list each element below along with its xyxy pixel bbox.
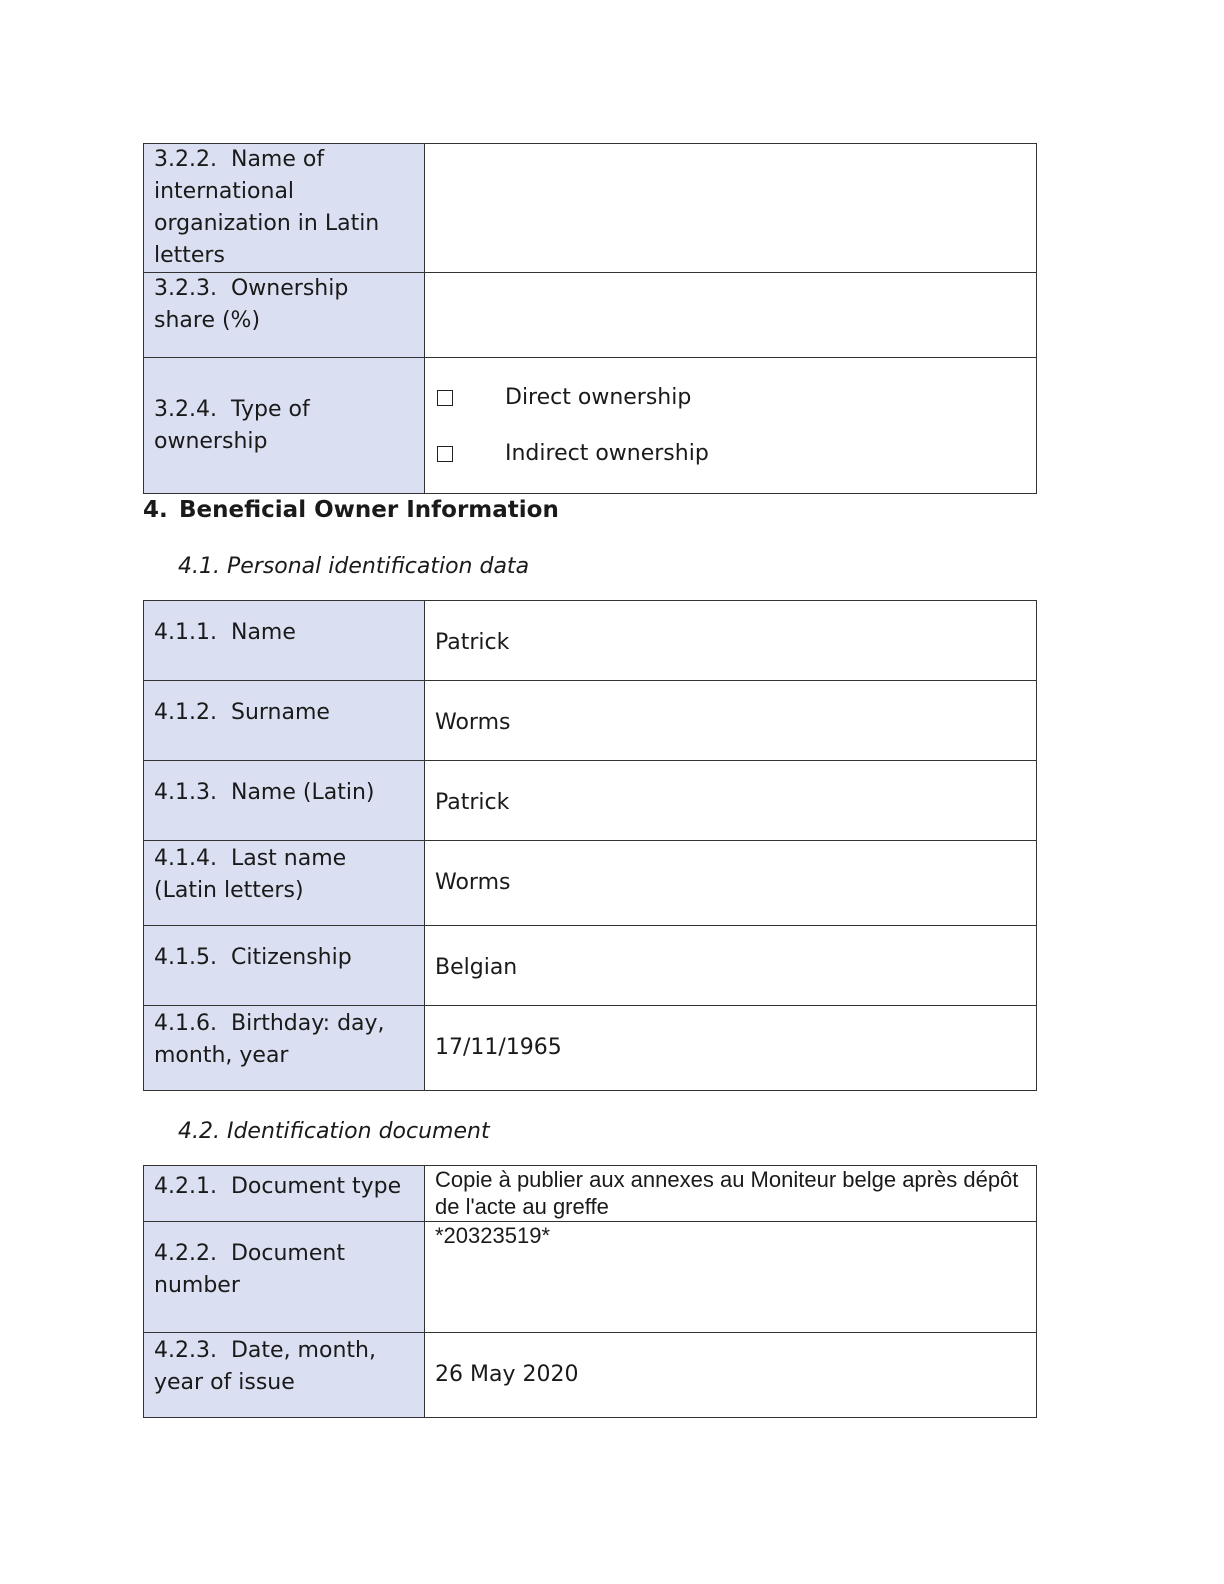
field-label	[144, 144, 425, 273]
field-label-text: Document type	[230, 1174, 402, 1199]
field-number: 3.2.3.	[154, 276, 217, 301]
issue-date-field[interactable]: 26 May 2020	[425, 1333, 1037, 1418]
field-label	[144, 841, 425, 926]
field-label-text: Surname	[230, 700, 330, 725]
table-row	[144, 926, 1037, 1006]
field-label-text: Name	[230, 620, 296, 645]
field-number: 4.1.2.	[154, 700, 217, 725]
field-number: 4.1.5.	[154, 945, 217, 970]
table-row	[144, 1333, 1037, 1418]
field-label-text: Last name (Latin letters)	[154, 846, 347, 903]
indirect-ownership-option[interactable]	[435, 426, 1026, 482]
field-label	[144, 601, 425, 681]
last-name-latin-field[interactable]: Worms	[425, 841, 1037, 926]
subsection-heading-personal-data: 4.1. Personal identification data	[178, 554, 530, 579]
field-number: 3.2.4.	[154, 396, 217, 422]
field-label	[144, 1006, 425, 1091]
field-number: 4.2.3.	[154, 1338, 217, 1363]
direct-ownership-checkbox[interactable]	[437, 390, 453, 406]
field-number: 4.2.2.	[154, 1241, 217, 1266]
ownership-type-options	[425, 358, 1037, 494]
ownership-table	[143, 143, 1037, 494]
table-row	[144, 1006, 1037, 1091]
field-label	[144, 926, 425, 1006]
field-label-text: Birthday: day, month, year	[154, 1011, 385, 1068]
field-number: 4.1.6.	[154, 1011, 217, 1036]
personal-data-table	[143, 600, 1037, 1091]
document-type-field[interactable]	[425, 1166, 1037, 1222]
field-label-text: Date, month, year of issue	[154, 1338, 376, 1395]
section-number: 4.	[143, 497, 168, 523]
direct-ownership-label: Direct ownership	[505, 384, 692, 410]
field-label	[144, 1222, 425, 1333]
name-field[interactable]: Patrick	[425, 601, 1037, 681]
international-org-name-field[interactable]	[425, 144, 1037, 273]
identification-document-table	[143, 1165, 1037, 1418]
table-row	[144, 601, 1037, 681]
field-label-text: Name of international organization in Latin letters	[154, 147, 380, 268]
table-row	[144, 273, 1037, 358]
field-label-text: Document number	[154, 1241, 345, 1298]
name-latin-field[interactable]: Patrick	[425, 761, 1037, 841]
section-title-text: Beneficial Owner Information	[179, 497, 559, 523]
table-row	[144, 144, 1037, 273]
field-label	[144, 358, 425, 494]
indirect-ownership-checkbox[interactable]	[437, 446, 453, 462]
table-row	[144, 1166, 1037, 1222]
field-label	[144, 1333, 425, 1418]
table-row	[144, 841, 1037, 926]
field-label	[144, 273, 425, 358]
document-number-field[interactable]	[425, 1222, 1037, 1333]
birthday-field[interactable]: 17/11/1965	[425, 1006, 1037, 1091]
direct-ownership-option[interactable]	[435, 370, 1026, 426]
document-type-value: Copie à publier aux annexes au Moniteur belge après dépôt de l'acte au greffe	[435, 1167, 1019, 1219]
field-number: 4.1.1.	[154, 620, 217, 645]
citizenship-field[interactable]: Belgian	[425, 926, 1037, 1006]
field-label-text: Name (Latin)	[230, 780, 375, 805]
field-number: 4.1.4.	[154, 846, 217, 871]
field-label	[144, 761, 425, 841]
field-number: 4.1.3.	[154, 780, 217, 805]
surname-field[interactable]: Worms	[425, 681, 1037, 761]
table-row	[144, 761, 1037, 841]
table-row	[144, 681, 1037, 761]
section-heading	[143, 494, 559, 526]
field-number: 3.2.2.	[154, 147, 217, 172]
table-row	[144, 1222, 1037, 1333]
document-number-value: *20323519*	[435, 1223, 551, 1248]
field-label-text: Citizenship	[230, 945, 352, 970]
table-row	[144, 358, 1037, 494]
subsection-heading-identification-document: 4.2. Identification document	[178, 1119, 490, 1144]
ownership-share-field[interactable]	[425, 273, 1037, 358]
field-label	[144, 1166, 425, 1222]
indirect-ownership-label: Indirect ownership	[505, 440, 709, 466]
field-label-text: Type of ownership	[154, 396, 310, 454]
field-label	[144, 681, 425, 761]
field-number: 4.2.1.	[154, 1174, 217, 1199]
field-label-text: Ownership share (%)	[154, 276, 349, 333]
